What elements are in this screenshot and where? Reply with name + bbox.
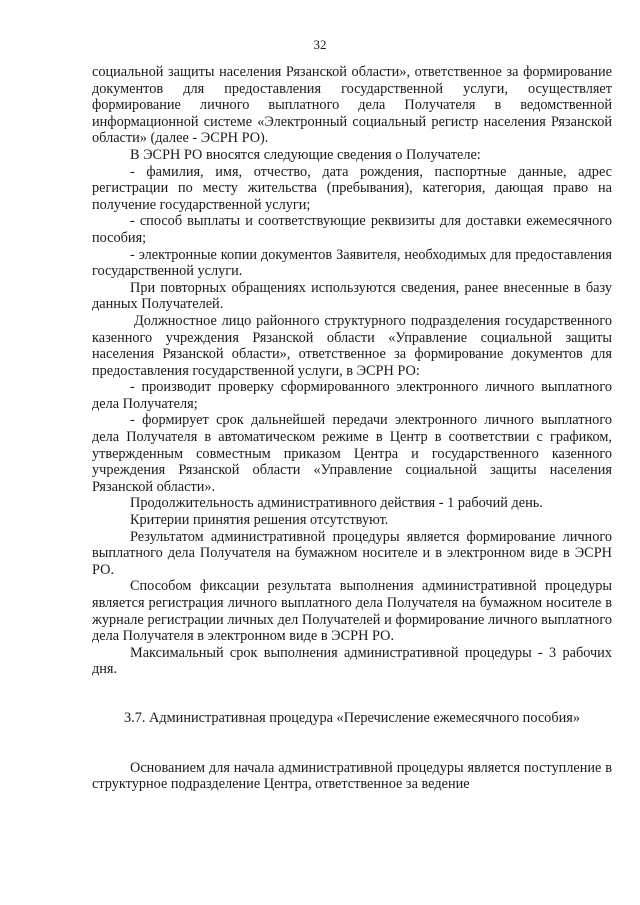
paragraph-10: Основанием для начала административной процедуры является поступление в структурное подразделение Центра, ответственное за ведение [92, 759, 612, 793]
paragraph-5: Продолжительность административного действия - 1 рабочий день. [130, 495, 543, 512]
page-number: 32 [313, 37, 327, 52]
list-item-4: - производит проверку сформированного электронного личного выплатного дела Получателя; [92, 379, 612, 412]
list-item-2: - способ выплаты и соответствующие реквизиты для доставки ежемесячного пособия; [92, 213, 612, 246]
paragraph-9: Максимальный срок выполнения административной процедуры - 3 рабочих дня. [92, 644, 612, 678]
paragraph-1: социальной защиты населения Рязанской области», ответственное за формирование документов для предоставления государственной услуги, осуществляет формирование личного выплатного дела Получателя в ведомственной информационной системе «Электронный социальный регистр населения Рязанской области» (далее - ЭСРН РО). [92, 64, 612, 147]
paragraph-6: Критерии принятия решения отсутствуют. [130, 512, 389, 529]
list-item-3: - электронные копии документов Заявителя, необходимых для предоставления государственной услуги. [92, 246, 612, 280]
paragraph-8: Способом фиксации результата выполнения административной процедуры является регистрация личного выплатного дела Получателя на бумажном носителе в журнале регистрации личных дел Получателей и формирование личного выплатного дела Получателя в электронном виде в ЭСРН РО. [92, 578, 612, 645]
list-item-1: - фамилия, имя, отчество, дата рождения, паспортные данные, адрес регистрации по месту жительства (пребывания), категория, дающая право на получение государственной услуги; [92, 163, 612, 213]
paragraph-3: При повторных обращениях используются сведения, ранее внесенные в базу данных Получателей. [92, 279, 612, 313]
paragraph-7: Результатом административной процедуры является формирование личного выплатного дела Получателя на бумажном носителе и в электронном виде в ЭСРН РО. [92, 528, 612, 578]
list-item-5: - формирует срок дальнейшей передачи электронного личного выплатного дела Получателя в автоматическом режиме в Центр в соответствии с графиком, утвержденным совместным приказом Центра и государственного казенного учреждения Рязанской области «Управление социальной защиты населения Рязанской области». [92, 412, 612, 495]
document-body [92, 64, 612, 793]
section-heading: 3.7. Административная процедура «Перечисление ежемесячного пособия» [124, 709, 580, 726]
paragraph-4: Должностное лицо районного структурного подразделения государственного казенного учреждения Рязанской области «Управление социальной защиты населения Рязанской области», ответственное за формирование документов для предоставления государственной услуги, в ЭСРН РО: [92, 312, 612, 379]
paragraph-2: В ЭСРН РО вносятся следующие сведения о Получателе: [130, 146, 481, 163]
